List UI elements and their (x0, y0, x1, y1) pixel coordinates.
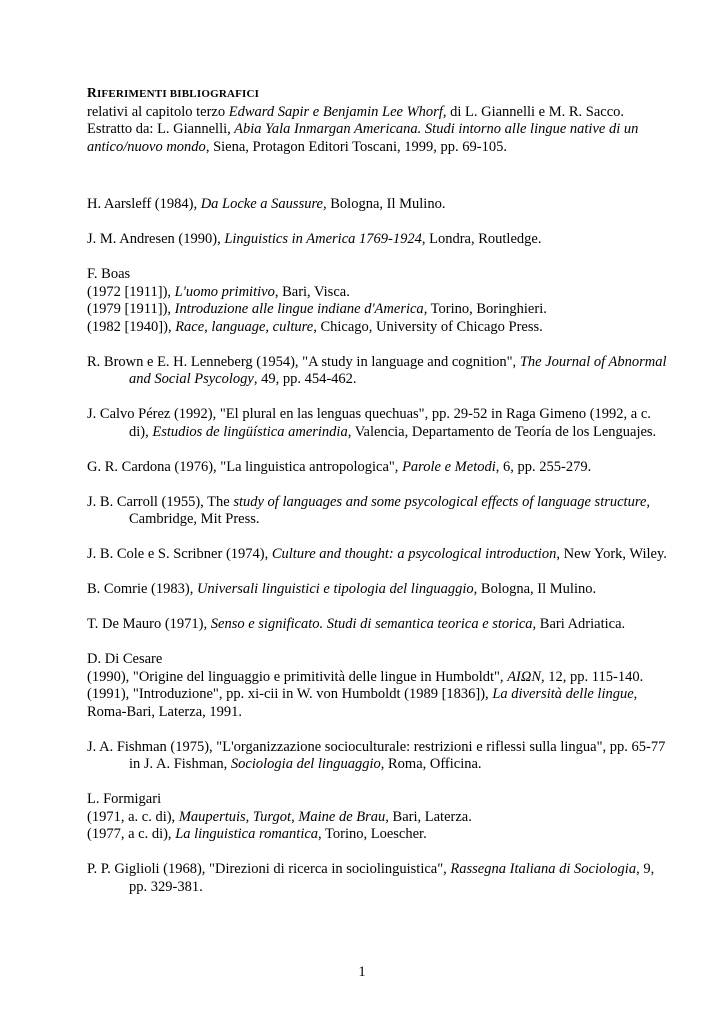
bibliography-entry (87, 616, 667, 634)
text-run: relativi al capitolo terzo (87, 103, 229, 120)
italic-text: Rassegna Italiana di Sociologia (450, 861, 637, 877)
text-run: (1972 [1911]), (87, 283, 175, 300)
text-run: , Bologna, Il Mulino. (473, 581, 597, 597)
entry-line (87, 266, 667, 284)
entry-line (87, 284, 667, 302)
italic-text: Culture and thought: a psycological introduction (271, 546, 557, 562)
entry-line (87, 791, 667, 809)
text-run: (1990), "Origine del linguaggio e primitività delle lingue in Humboldt", (87, 668, 508, 685)
bibliography-entry (87, 791, 667, 844)
text-run: J. B. Cole e S. Scribner (1974), (87, 546, 272, 562)
text-run: , Chicago, University of Chicago Press. (313, 318, 543, 335)
section-heading (87, 84, 667, 104)
text-run: , Bari, Laterza. (385, 808, 472, 825)
italic-text: Estudios de lingüística amerindia (152, 423, 348, 440)
text-run: (1982 [1940]), (87, 318, 176, 335)
text-run: , Torino, Boringhieri. (423, 301, 547, 317)
bibliography-entry (87, 354, 667, 389)
text-run: (1979 [1911]), (87, 301, 175, 317)
text-run: , Torino, Loescher. (318, 826, 427, 842)
bibliography-entry (87, 546, 667, 564)
text-run: , 6, pp. 255-279. (495, 458, 592, 475)
bibliography-entry (87, 459, 667, 477)
text-run: , Roma-Bari, Laterza, 1991. (87, 686, 638, 720)
entry-line (87, 651, 667, 669)
italic-text: , Abia Yala Inmargan Americana. Studi intorno alle lingue native di un antico/nuovo mondo (87, 121, 639, 155)
entry-line (87, 686, 667, 721)
text-run: , Siena, Protagon Editori Toscani, 1999, pp. 69-105. (205, 138, 507, 155)
italic-text: Parole e Metodi (402, 458, 496, 475)
text-run: H. Aarsleff (1984), (87, 196, 201, 212)
italic-text: The Journal of Abnormal and Social Psycology (129, 353, 667, 387)
text-run: , Bari, Visca. (274, 283, 350, 300)
italic-text: Universali linguistici e tipologia del linguaggio (196, 581, 474, 597)
italic-text: Sociologia del linguaggio (230, 756, 381, 772)
text-run: , Bologna, Il Mulino. (323, 196, 446, 212)
text-run: F. Boas (87, 266, 131, 282)
italic-text: L'uomo primitivo (174, 283, 275, 300)
italic-text: AIΩN (507, 668, 542, 685)
text-run: , Roma, Officina. (380, 756, 482, 772)
entry-line (87, 669, 667, 687)
text-run: Cambridge, Mit Press. (129, 511, 260, 527)
text-run: L. Formigari (87, 791, 162, 807)
text-run: (1977, a c. di), (87, 826, 176, 842)
text-run: D. Di Cesare (87, 651, 163, 667)
intro-paragraph (87, 104, 667, 157)
italic-text: Edward Sapir e Benjamin Lee Whorf (228, 103, 443, 120)
text-run: R. Brown e E. H. Lenneberg (1954), "A study in language and cognition", (87, 353, 520, 370)
text-run: , 12, pp. 115-140. (541, 668, 644, 685)
entry-line (87, 301, 667, 319)
italic-text: Race, language, culture (175, 318, 314, 335)
italic-text: Senso e significato. Studi di semantica teorica e storica (210, 616, 533, 632)
bibliography-entry (87, 231, 667, 249)
bibliography-entry (87, 494, 667, 529)
bibliography-entry (87, 406, 667, 441)
text-run: (1991), "Introduzione", pp. xi-cii in W. von Humboldt (1989 [1836]), (87, 686, 493, 702)
text-run: J. A. Fishman (1975), "L'organizzazione socioculturale: restrizioni e riflessi sulla lingua", pp. 65-77 in J. A. Fishman, (87, 738, 666, 772)
text-run: , Valencia, Departamento de Teoría de los Lenguajes. (347, 423, 657, 440)
text-run: J. Calvo Pérez (1992), "El plural en las lenguas quechuas", pp. 29-52 in Raga Gimeno (1992, a c. di), (87, 406, 651, 440)
bibliography-entry (87, 266, 667, 336)
bibliography-entry (87, 861, 667, 896)
italic-text: La linguistica romantica (175, 826, 319, 842)
page-number: 1 (358, 964, 366, 980)
italic-text: La diversità delle lingue (492, 686, 634, 702)
italic-text: Da Locke a Saussure (200, 196, 323, 212)
text-run: , Bari Adriatica. (532, 616, 626, 632)
entry-line (87, 319, 667, 337)
bibliography-entry (87, 739, 667, 774)
text-run: P. P. Giglioli (1968), "Direzioni di ricerca in sociolinguistica", (87, 861, 451, 877)
document-page (87, 84, 667, 914)
text-run: , di L. Giannelli e M. R. Sacco. Estratto da: L. Giannelli (87, 103, 625, 137)
italic-text: study of languages and some psycological effects of language structure, (233, 493, 651, 510)
text-run: , New York, Wiley. (556, 546, 667, 562)
bibliography-entry (87, 196, 667, 214)
entry-line (87, 826, 667, 844)
text-run: , 9, pp. 329-381. (129, 861, 655, 895)
text-run: , Londra, Routledge. (421, 231, 542, 247)
text-run: T. De Mauro (1971), (87, 616, 211, 632)
bibliography-entry (87, 581, 667, 599)
text-run: (1971, a. c. di), (87, 808, 179, 825)
text-run: J. B. Carroll (1955), The (87, 493, 234, 510)
text-run: , 49, pp. 454-462. (253, 371, 357, 387)
heading-rest: IFERIMENTI BIBLIOGRAFICI (96, 88, 260, 100)
italic-text: Introduzione alle lingue indiane d'America (174, 301, 424, 317)
text-run: G. R. Cardona (1976), "La linguistica antropologica", (87, 458, 403, 475)
text-run: B. Comrie (1983), (87, 581, 197, 597)
italic-text: Maupertuis, Turgot, Maine de Brau (178, 808, 386, 825)
italic-text: Linguistics in America 1769-1924 (224, 231, 422, 247)
bibliography-list (87, 196, 667, 896)
entry-line (87, 809, 667, 827)
text-run: J. M. Andresen (1990), (87, 231, 225, 247)
heading-initial: R (87, 85, 97, 100)
bibliography-entry (87, 651, 667, 721)
